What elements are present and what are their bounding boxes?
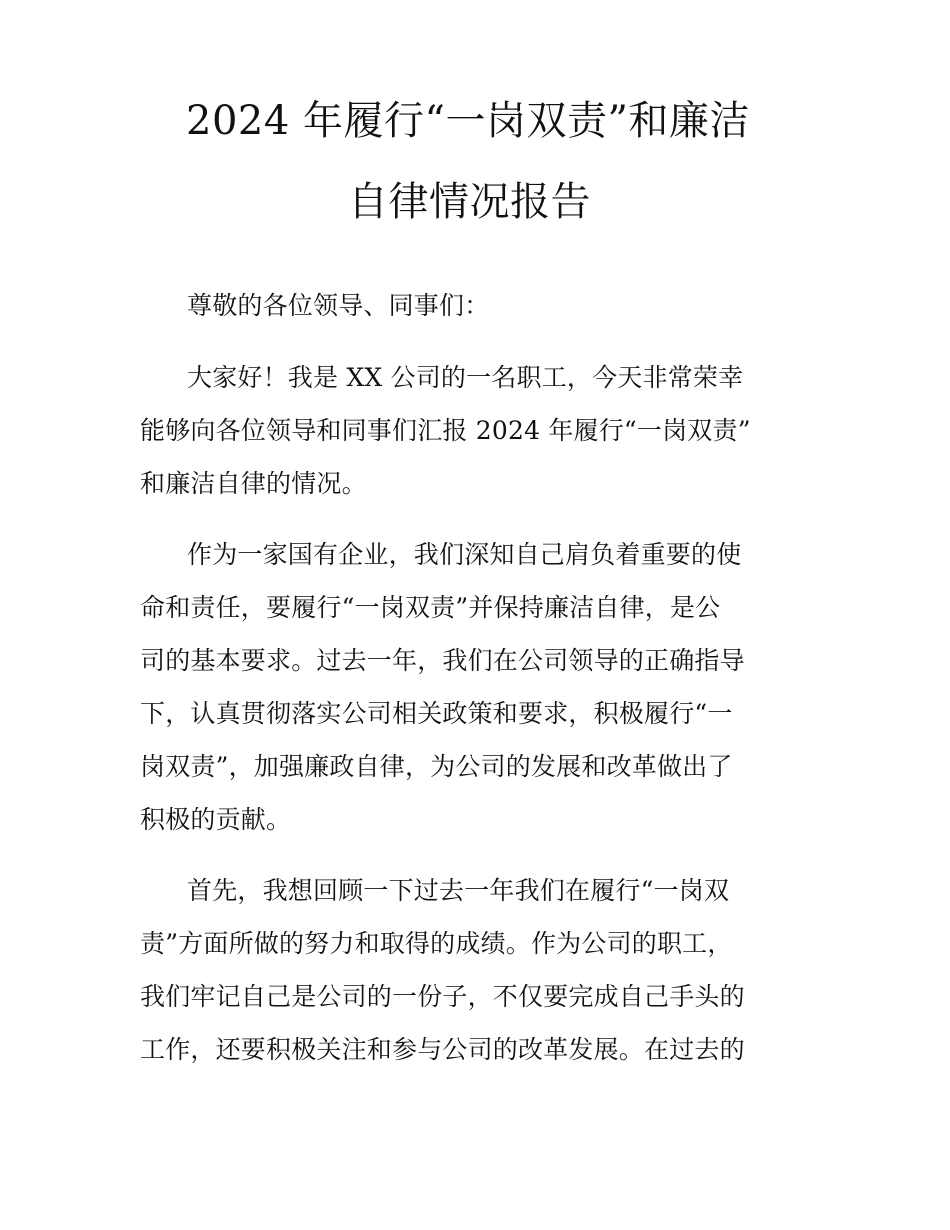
paragraph-3-line-4: 工作，还要积极关注和参与公司的改革发展。在过去的 [140, 1035, 745, 1064]
paragraph-2-line-2: 命和责任，要履行“一岗双责”并保持廉洁自律，是公 [140, 593, 721, 622]
paragraph-1-line-3: 和廉洁自律的情况。 [140, 469, 367, 498]
paragraph-2-line-1: 作为一家国有企业，我们深知自己肩负着重要的使 [187, 540, 742, 569]
paragraph-1-line-2: 能够向各位领导和同事们汇报 2024 年履行“一岗双责” [140, 416, 751, 445]
document-title-line-2: 自律情况报告 [348, 179, 591, 225]
salutation: 尊敬的各位领导、同事们： [187, 291, 490, 320]
paragraph-3-line-2: 责”方面所做的努力和取得的成绩。作为公司的职工， [140, 929, 733, 958]
paragraph-2-line-4: 下，认真贯彻落实公司相关政策和要求，积极履行“一 [140, 699, 733, 728]
paragraph-3-line-3: 我们牢记自己是公司的一份子，不仅要完成自己手头的 [140, 982, 745, 1011]
document-title-line-1: 2024 年履行“一岗双责”和廉洁 [186, 98, 750, 144]
paragraph-3-line-1: 首先，我想回顾一下过去一年我们在履行“一岗双 [187, 876, 730, 905]
paragraph-2-line-3: 司的基本要求。过去一年，我们在公司领导的正确指导 [140, 646, 745, 675]
paragraph-1-line-1: 大家好！我是 XX 公司的一名职工，今天非常荣幸 [187, 363, 744, 392]
paragraph-2-line-6: 积极的贡献。 [140, 805, 292, 834]
paragraph-2-line-5: 岗双责”，加强廉政自律，为公司的发展和改革做出了 [140, 752, 733, 781]
